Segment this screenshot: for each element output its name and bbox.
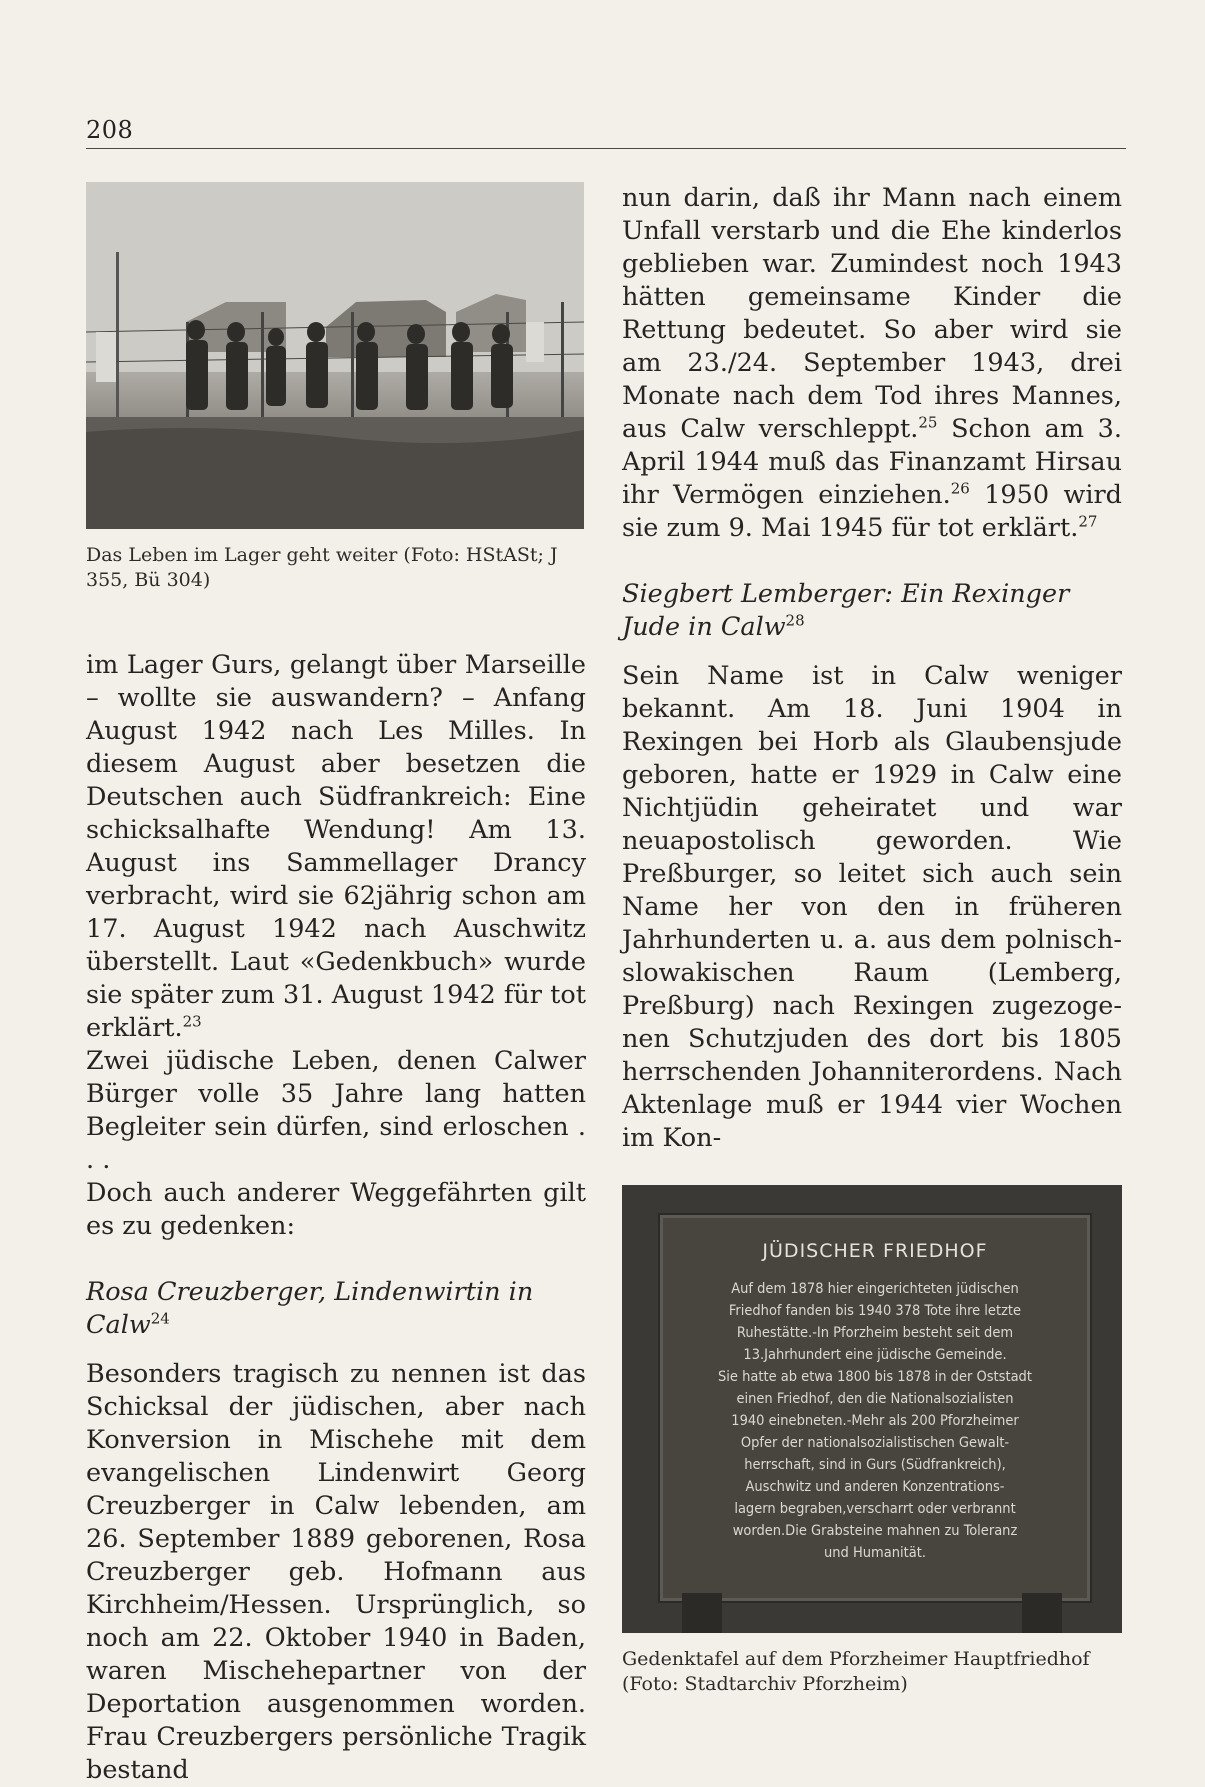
left-column bbox=[86, 182, 586, 1787]
right-paragraph-1c: 1950 wird sie zum 9. Mai 1945 für tot erklärt. bbox=[622, 480, 1122, 543]
right-paragraph-2: Sein Name ist in Calw weniger bekannt. Am 18. Juni 1904 in Rexingen bei Horb als Glaubensjude geboren, hatte er 1929 in Calw eine Nichtjüdin geheiratet und war neuapostolisch geworden. Wie Preßburger, so leitet sich auch sein Name her von den in früheren Jahrhunderten u. a. aus dem polnisch-slowakischen Raum (Lemberg, Preßburg) nach Rexingen zugezogenen Schutzjuden des dort bis 1805 herrschenden Johanniterordens. Nach Aktenlage muß er 1944 vier Wochen im Kon- bbox=[622, 661, 1122, 1153]
heading-siegbert-lemberger bbox=[622, 578, 1122, 644]
footnote-28: 28 bbox=[785, 611, 805, 630]
footnote-27: 27 bbox=[1078, 512, 1098, 531]
footnote-25: 25 bbox=[918, 413, 938, 432]
footnote-26: 26 bbox=[950, 479, 970, 498]
page-number: 208 bbox=[86, 116, 134, 144]
right-paragraph-1a: nun darin, daß ihr Mann nach einem Unfall verstarb und die Ehe kinderlos geblieben war. Zumindest noch 1943 hätten gemeinsame Kinder die Rettung bedeutet. So aber wird sie am 23./24. September 1943, drei Monate nach dem Tod ihres Mannes, aus Calw verschleppt. bbox=[622, 183, 1122, 444]
left-paragraph-3: Doch auch anderer Weggefährten gilt es zu gedenken: bbox=[86, 1178, 586, 1241]
header-rule bbox=[86, 148, 1126, 149]
heading-siegbert-text: Siegbert Lemberger: Ein Rexinger Jude in Calw bbox=[622, 579, 1070, 642]
memorial-plaque-photo bbox=[622, 1185, 1122, 1633]
memorial-plaque bbox=[660, 1215, 1090, 1601]
plaque-post-right bbox=[1022, 1593, 1062, 1633]
camp-photo-caption: Das Leben im Lager geht weiter (Foto: HStASt; J 355, Bü 304) bbox=[86, 544, 558, 591]
plaque-photo-caption: Gedenktafel auf dem Pforzheimer Hauptfriedhof (Foto: Stadtarchiv Pforzheim) bbox=[622, 1648, 1090, 1695]
plaque-post-left bbox=[682, 1593, 722, 1633]
footnote-24: 24 bbox=[150, 1309, 170, 1328]
heading-rosa-text: Rosa Creuzberger, Lindenwirtin in Calw bbox=[86, 1277, 534, 1340]
left-paragraph-4: Besonders tragisch zu nennen ist das Schicksal der jüdischen, aber nach Konversion in Mischehe mit dem evangelischen Lindenwirt Georg Creuzberger in Calw lebenden, am 26. September 1889 geborenen, Rosa Creuzberger geb. Hofmann aus Kirchheim/Hessen. Ursprünglich, so noch am 22. Oktober 1940 in Baden, waren Mischehepartner von der Deportation ausgenommen worden. Frau Creuzbergers persönliche Tragik bestand bbox=[86, 1359, 586, 1785]
plaque-title: JÜDISCHER FRIEDHOF bbox=[762, 1240, 988, 1262]
heading-rosa-creuzberger bbox=[86, 1276, 586, 1342]
camp-photo-image bbox=[86, 182, 584, 529]
left-paragraph-1 bbox=[86, 649, 586, 1045]
right-column bbox=[622, 182, 1122, 1697]
left-paragraph-2: Zwei jüdische Leben, denen Calwer Bürger volle 35 Jahre lang hatten Begleiter sein dürfen, sind erloschen . . . bbox=[86, 1046, 586, 1175]
left-paragraph-1-text: im Lager Gurs, gelangt über Marseille – wollte sie auswandern? – Anfang August 1942 nach Les Milles. In diesem August aber besetzen die Deutschen auch Südfrankreich: Eine schicksalhafte Wendung! Am 13. August ins Sammellager Drancy verbracht, wird sie 62jährig schon am 17. August 1942 nach Auschwitz überstellt. Laut «Gedenkbuch» wurde sie später zum 31. August 1942 für tot erklärt. bbox=[86, 650, 586, 1043]
footnote-23: 23 bbox=[182, 1012, 202, 1031]
camp-photo bbox=[86, 182, 584, 529]
right-paragraph-1b: Schon am 3. April 1944 muß das Finanzamt Hirsau ihr Vermögen einziehen. bbox=[622, 414, 1122, 510]
plaque-inscription: Auf dem 1878 hier eingerichteten jüdischen Friedhof fanden bis 1940 378 Tote ihre letzte Ruhestätte.-In Pforzheim besteht seit dem 13.Jahrhundert eine jüdische Gemeinde. Sie hatte ab etwa 1800 bis 1878 in der Oststadt einen Friedhof, den die Nationalsozialisten 1940 einebneten.-Mehr als 200 Pforzheimer Opfer der nationalsozialistischen Gewalt- herrschaft, sind in Gurs (Südfrankreich), Auschwitz und anderen Konzentrations- lagern begraben,verscharrt oder verbrannt worden.Die Grabsteine mahnen zu Toleranz und Humanität. bbox=[718, 1281, 1032, 1561]
right-paragraph-1 bbox=[622, 182, 1122, 545]
